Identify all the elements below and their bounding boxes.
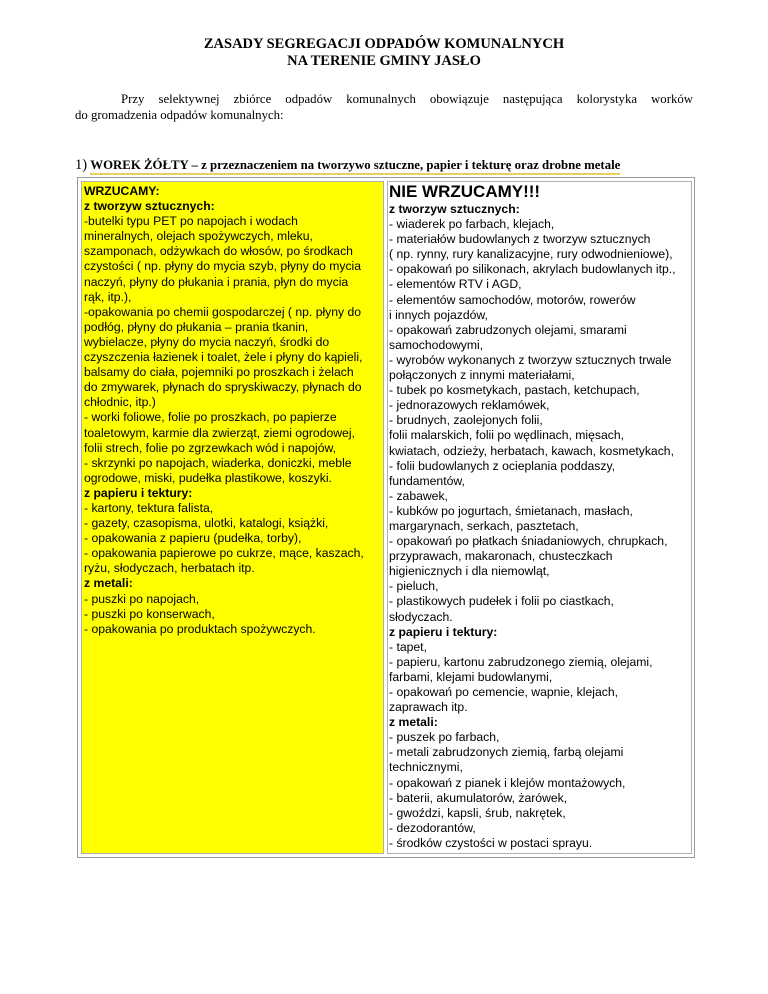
forbidden-list-line: - opakowań po cemencie, wapnie, klejach, — [389, 685, 618, 699]
forbidden-list-line: - dezodorantów, — [389, 820, 476, 835]
allowed-list-line: - opakowania po produktach spożywczych. — [84, 621, 316, 636]
allowed-list-line: podłóg, płyny do płukania – prania tkanin, — [84, 319, 309, 334]
section-number: 1) — [75, 157, 88, 173]
forbidden-list-line: folii malarskich, folii po wędlinach, mięsach, — [389, 428, 625, 443]
allowed-list-line: mineralnych, olejach spożywczych, mleku, — [84, 229, 313, 244]
forbidden-list-line: samochodowymi, — [389, 337, 484, 352]
allowed-list-line: - skrzynki po napojach, wiaderka, doniczki, meble — [84, 455, 352, 470]
forbidden-list-line: - opakowań po płatkach śniadaniowych, chrupkach, — [389, 534, 668, 549]
forbidden-list-line: - środków czystości w postaci sprayu. — [389, 835, 593, 850]
allowed-list-line: toaletowym, karmie dla zwierząt, ziemi ogrodowej, — [84, 425, 355, 440]
intro-line-1: Przy selektywnej zbiórce odpadów komunalnych obowiązuje następująca kolorystyka worków — [121, 92, 693, 106]
allowed-list-line: z metali: — [84, 576, 133, 591]
forbidden-list-line: słodyczach. — [389, 609, 453, 624]
allowed-list-line: wybielacze, płyny do mycia naczyń, środki do — [84, 334, 330, 349]
forbidden-heading: NIE WRZUCAMY!!! — [389, 182, 541, 201]
forbidden-list-line: - opakowań zabrudzonych olejami, smarami — [389, 322, 627, 337]
allowed-list-line: rąk, itp.), — [84, 289, 132, 304]
allowed-list-line: - worki foliowe, folie po proszkach, po papierze — [84, 410, 337, 425]
forbidden-list-line: i innych pojazdów, — [389, 307, 488, 322]
forbidden-list-line: - pieluch, — [389, 579, 439, 594]
forbidden-list-line: - kubków po jogurtach, śmietanach, masłach, — [389, 503, 633, 518]
forbidden-list-line: - papieru, kartonu zabrudzonego ziemią, olejami, — [389, 654, 653, 669]
forbidden-list-line: z metali: — [389, 715, 438, 730]
document-title-line-2: NA TERENIE GMINY JASŁO — [287, 53, 481, 69]
allowed-list-line: ryżu, słodyczach, herbatach itp. — [84, 561, 255, 576]
allowed-list-line: naczyń, płyny do płukania i prania, płyn do mycia — [84, 274, 349, 289]
allowed-list-line: - opakowania z papieru (pudełka, torby), — [84, 531, 302, 546]
allowed-heading: WRZUCAMY: — [84, 184, 160, 198]
forbidden-list-line: - materiałów budowlanych z tworzyw sztucznych — [389, 232, 651, 247]
allowed-list-line: - opakowania papierowe po cukrze, mące, kaszach, — [84, 546, 364, 561]
allowed-list-line: balsamy do ciała, pojemniki po proszkach i żelach — [84, 365, 354, 380]
forbidden-list-line: - tapet, — [389, 639, 427, 654]
allowed-list-line: szamponach, odżywkach do włosów, po środkach — [84, 244, 353, 259]
forbidden-list-line: - elementów RTV i AGD, — [389, 277, 522, 292]
forbidden-list-line: - tubek po kosmetykach, pastach, ketchupach, — [389, 383, 640, 398]
allowed-list-line: chłodnic, itp.) — [84, 395, 156, 410]
forbidden-column — [387, 181, 692, 854]
allowed-list — [84, 184, 364, 637]
forbidden-list-line: - wiaderek po farbach, klejach, — [389, 217, 555, 232]
forbidden-list-line: z tworzyw sztucznych: — [389, 202, 520, 216]
allowed-list-line: -butelki typu PET po napojach i wodach — [84, 214, 298, 229]
forbidden-list-line: - elementów samochodów, motorów, rowerów — [389, 292, 636, 307]
forbidden-list-line: fundamentów, — [389, 473, 465, 488]
forbidden-list-line: margarynach, serkach, pasztetach, — [389, 518, 579, 533]
allowed-column — [81, 181, 384, 854]
intro-line-2: do gromadzenia odpadów komunalnych: — [75, 107, 284, 122]
section-heading-text: WOREK ŻÓŁTY – z przeznaczeniem na tworzywo sztuczne, papier i tekturę oraz drobne metale — [90, 158, 620, 175]
forbidden-list-line: - gwoździ, kapsli, śrub, nakrętek, — [389, 805, 566, 820]
allowed-list-line: czyszczenia łazienek i toalet, żele i płyny do kąpieli, — [84, 350, 363, 365]
forbidden-list-line: - opakowań po silikonach, akrylach budowlanych itp., — [389, 262, 676, 277]
forbidden-list-line: higienicznych i dla niemowląt, — [389, 564, 550, 579]
allowed-list-line: ogrodowe, miski, pudełka plastikowe, koszyki. — [84, 470, 332, 485]
allowed-list-line: czystości ( np. płyny do mycia szyb, płyny do mycia — [84, 259, 362, 274]
forbidden-list-line: - wyrobów wykonanych z tworzyw sztucznych trwale — [389, 352, 672, 367]
forbidden-list-line: kwiatach, odzieży, herbatach, kawach, kosmetykach, — [389, 443, 674, 458]
forbidden-list-line: połączonych z innymi materiałami, — [389, 368, 575, 383]
section-heading — [75, 157, 620, 173]
forbidden-list-line: - zabawek, — [389, 488, 448, 503]
allowed-list-line: z tworzyw sztucznych: — [84, 199, 215, 214]
allowed-list-line: - puszki po napojach, — [84, 591, 200, 606]
forbidden-list-line: - opakowań z pianek i klejów montażowych, — [389, 775, 626, 790]
allowed-list-line: folii strech, folie po zgrzewkach wód i napojów, — [84, 440, 337, 455]
document-title-line-1: ZASADY SEGREGACJI ODPADÓW KOMUNALNYCH — [203, 36, 565, 52]
forbidden-list-line: - folii budowlanych z ocieplania poddaszy, — [389, 458, 616, 473]
forbidden-list-line: zaprawach itp. — [389, 700, 468, 715]
intro-paragraph — [75, 92, 693, 123]
allowed-list-line: -opakowania po chemii gospodarczej ( np. płyny do — [84, 304, 362, 319]
forbidden-list — [389, 182, 676, 851]
forbidden-list-line: - jednorazowych reklamówek, — [389, 398, 550, 413]
allowed-list-line: - puszki po konserwach, — [84, 606, 215, 621]
segregation-table — [77, 177, 695, 858]
forbidden-list-line: - puszek po farbach, — [389, 730, 500, 745]
allowed-list-line: - gazety, czasopisma, ulotki, katalogi, książki, — [84, 516, 329, 531]
forbidden-list-line: farbami, klejami budowlanymi, — [389, 669, 553, 684]
allowed-list-line: do zmywarek, płynach do spryskiwaczy, płynach do — [84, 380, 362, 395]
forbidden-list-line: z papieru i tektury: — [389, 624, 498, 639]
forbidden-list-line: ( np. rynny, rury kanalizacyjne, rury odwodnieniowe), — [389, 247, 673, 262]
forbidden-list-line: - plastikowych pudełek i folii po ciastkach, — [389, 594, 614, 609]
allowed-list-line: - kartony, tektura falista, — [84, 500, 214, 515]
forbidden-list-line: przyprawach, makaronach, chusteczkach — [389, 549, 613, 564]
allowed-list-line: z papieru i tektury: — [84, 485, 193, 500]
forbidden-list-line: technicznymi, — [389, 760, 463, 775]
forbidden-list-line: - baterii, akumulatorów, żarówek, — [389, 790, 568, 805]
forbidden-list-line: - brudnych, zaolejonych folii, — [389, 413, 543, 428]
forbidden-list-line: - metali zabrudzonych ziemią, farbą olejami — [389, 745, 624, 760]
